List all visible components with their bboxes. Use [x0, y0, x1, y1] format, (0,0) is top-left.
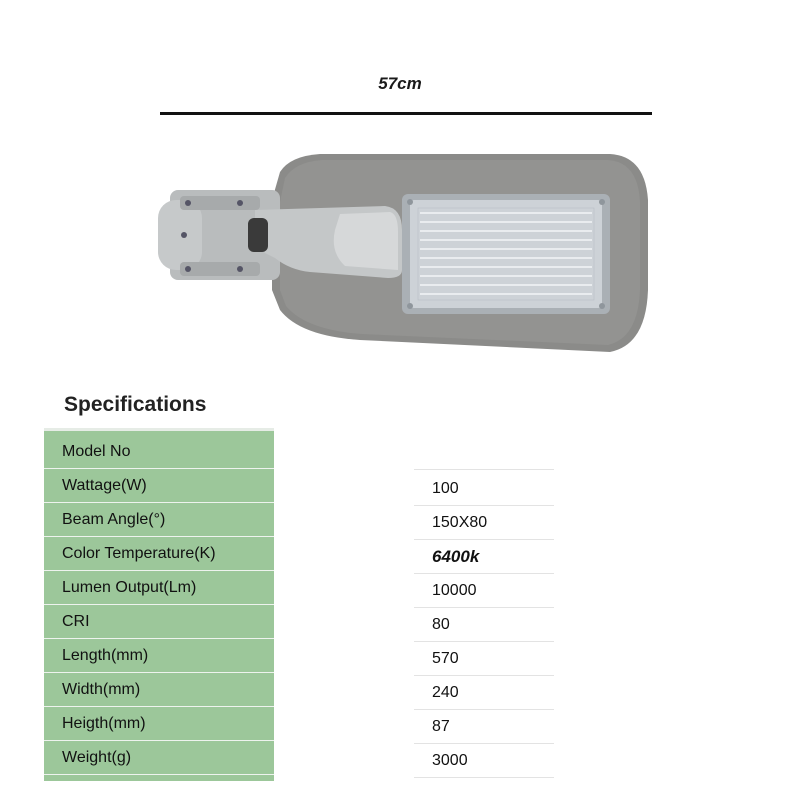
spec-label-height: Heigth(mm)	[44, 707, 274, 741]
spec-label-cri: CRI	[44, 605, 274, 639]
spec-label-weight: Weight(g)	[44, 741, 274, 775]
spec-value-length: 570	[414, 642, 554, 676]
spec-value-beam-angle: 150X80	[414, 506, 554, 540]
spec-label-color-temperature: Color Temperature(K)	[44, 537, 274, 571]
dimension-label: 57cm	[378, 74, 422, 93]
specifications-title: Specifications	[64, 393, 207, 416]
spec-value-model-no	[414, 436, 554, 470]
spec-label-width: Width(mm)	[44, 673, 274, 707]
spec-value-cri: 80	[414, 608, 554, 642]
spec-value-color-temperature: 6400k	[414, 540, 554, 574]
spec-value-wattage: 100	[414, 472, 554, 506]
spec-label-beam-angle: Beam Angle(°)	[44, 503, 274, 537]
spec-label-wattage: Wattage(W)	[44, 469, 274, 503]
spec-label-length: Length(mm)	[44, 639, 274, 673]
spec-value-weight: 3000	[414, 744, 554, 778]
spec-label-lumen-output: Lumen Output(Lm)	[44, 571, 274, 605]
spec-value-lumen-output: 10000	[414, 574, 554, 608]
street-light-image	[140, 140, 680, 380]
spec-value-height: 87	[414, 710, 554, 744]
spec-label-column	[44, 428, 274, 781]
dimension-line	[160, 112, 652, 115]
spec-label-model-no: Model No	[44, 435, 274, 469]
spec-value-width: 240	[414, 676, 554, 710]
